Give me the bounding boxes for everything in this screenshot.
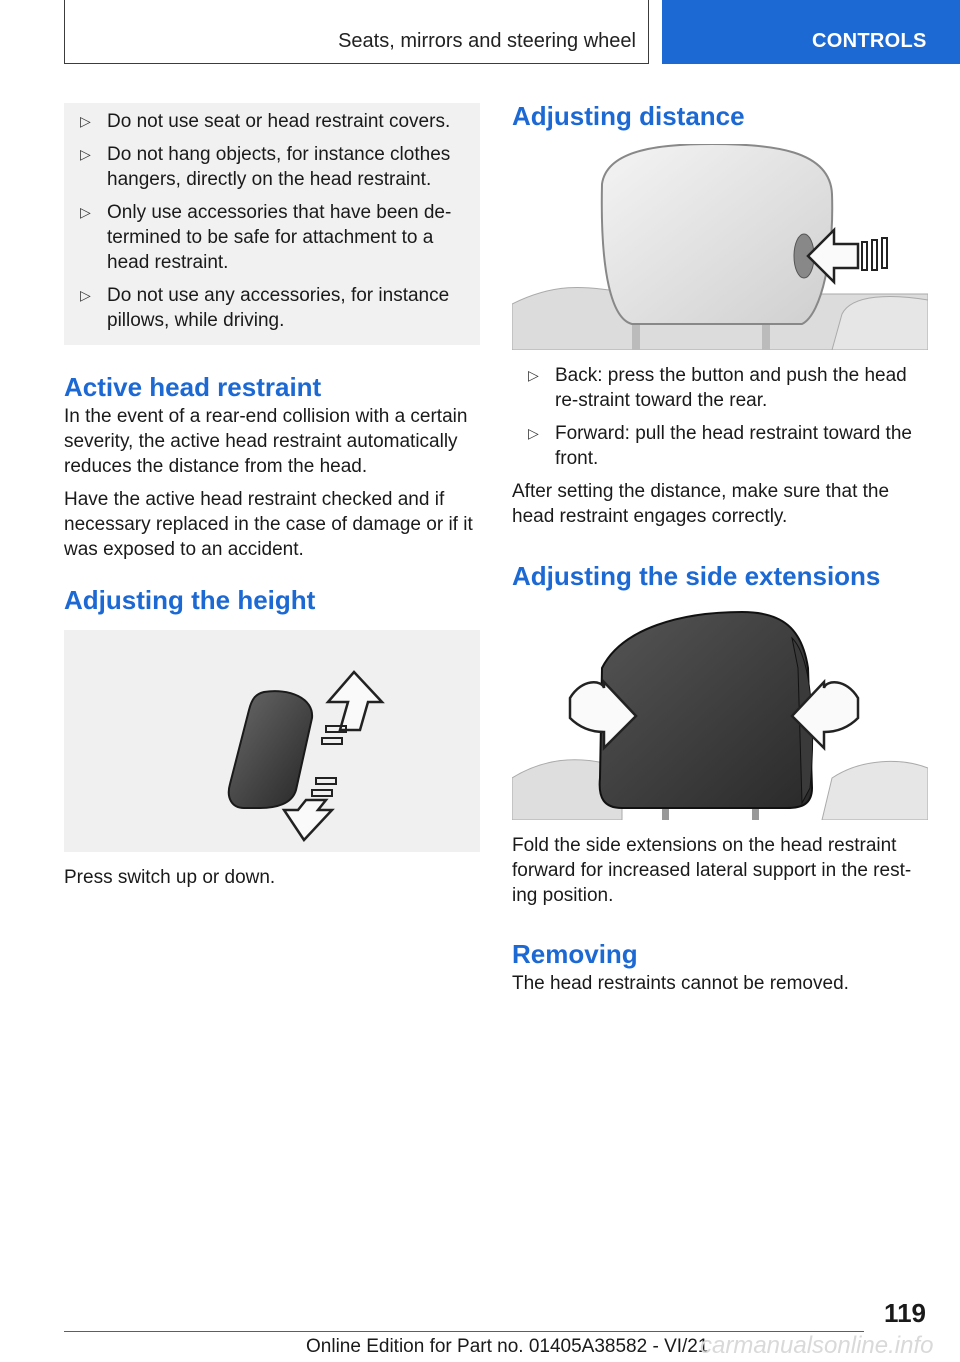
triangle-right-icon: ▷ <box>80 204 91 220</box>
paragraph: After setting the distance, make sure that the head restraint engages correctly. <box>512 481 890 527</box>
header-chapter-title: CONTROLS <box>812 30 927 52</box>
heading-adjusting-distance: Adjusting distance <box>512 101 745 131</box>
footer-edition: Online Edition for Part no. 01405A38582 - VI/21 <box>306 1336 709 1357</box>
heading-removing: Removing <box>512 939 638 969</box>
triangle-right-icon: ▷ <box>80 146 91 162</box>
triangle-right-icon: ▷ <box>528 425 539 441</box>
warning-box <box>64 103 480 345</box>
header-section-title: Seats, mirrors and steering wheel <box>338 30 636 52</box>
height-caption: Press switch up or down. <box>64 867 276 888</box>
warning-list <box>64 109 480 333</box>
watermark: carmanualsonline.info <box>700 1332 934 1359</box>
side-extensions-illustration <box>512 608 928 820</box>
heading-side-extensions: Adjusting the side extensions <box>512 561 881 591</box>
distance-list <box>512 363 928 471</box>
height-switch-figure <box>64 630 480 852</box>
right-column <box>512 100 928 1004</box>
paragraph: Have the active head restraint checked and if necessary replaced in the case of damage or if it was exposed to an accident. <box>64 489 473 560</box>
list-item: ▷ Do not hang objects, for instance clothes hangers, directly on the head restraint. <box>80 144 451 190</box>
triangle-right-icon: ▷ <box>80 287 91 303</box>
triangle-right-icon: ▷ <box>80 113 91 129</box>
list-item: ▷ Do not use any accessories, for instance pillows, while driving. <box>80 285 450 331</box>
side-extensions-figure <box>512 608 928 820</box>
list-item: ▷ Only use accessories that have been de-termined to be safe for attachment to a head restraint. <box>80 202 452 273</box>
heading-adjusting-height: Adjusting the height <box>64 585 316 615</box>
paragraph: In the event of a rear-end collision with a certain severity, the active head restraint automatically reduces the distance from the head. <box>64 406 468 477</box>
heading-active-head-restraint: Active head restraint <box>64 372 322 402</box>
head-restraint-distance-illustration <box>512 144 928 350</box>
paragraph: Fold the side extensions on the head restraint forward for increased lateral support in the rest-ing position. <box>512 835 912 906</box>
left-column <box>64 103 480 898</box>
paragraph: The head restraints cannot be removed. <box>512 973 849 994</box>
list-item: ▷ Back: press the button and push the head re-straint toward the rear. <box>528 365 907 411</box>
triangle-right-icon: ▷ <box>528 367 539 383</box>
distance-figure <box>512 144 928 350</box>
page-number: 119 <box>884 1298 926 1328</box>
height-switch-illustration <box>64 630 480 852</box>
header-section-box <box>64 0 649 64</box>
list-item: ▷ Forward: pull the head restraint toward the front. <box>528 423 912 469</box>
list-item: ▷ Do not use seat or head restraint covers. <box>80 111 451 132</box>
header-chapter-tab[interactable] <box>662 0 960 64</box>
